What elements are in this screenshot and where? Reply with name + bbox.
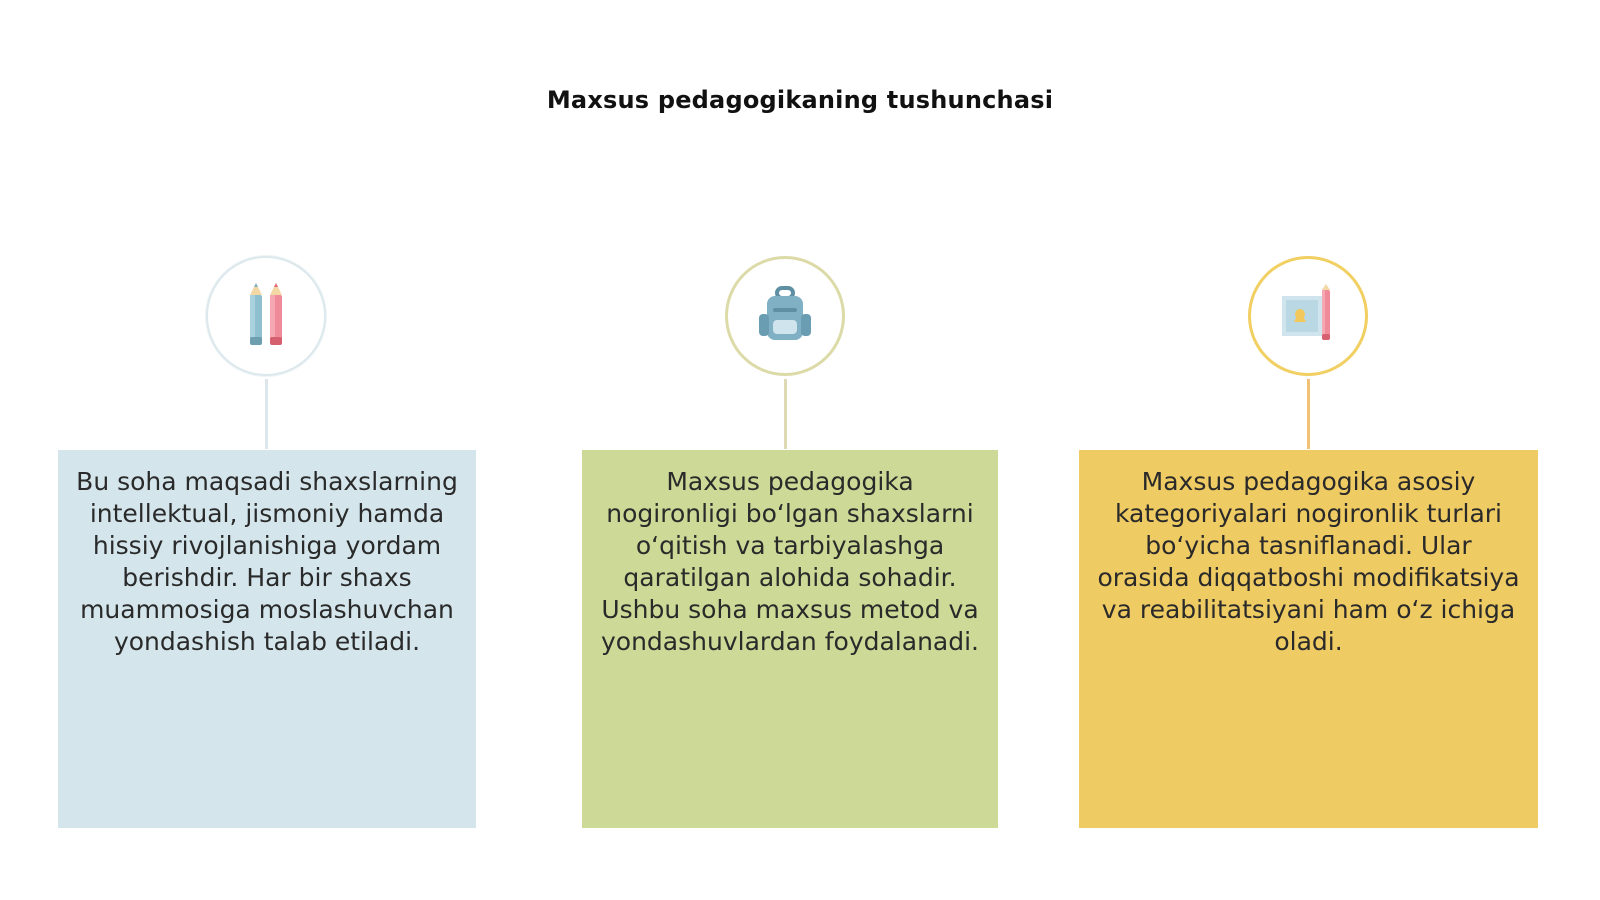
connector-line [1307,379,1310,449]
card-definition [582,450,998,828]
card-text: Bu soha maqsadi shaxslarning intellektual, jismoniy hamda hissiy rivojlanishiga yordam berishdir. Har bir shaxs muammosiga moslashuvchan yondashish talab etiladi. [76,467,458,656]
pencils-icon [236,281,296,351]
drawing-board-icon-circle [1248,256,1368,376]
card-categories [1079,450,1538,828]
connector-line [265,379,268,449]
card-text: Maxsus pedagogika nogironligi bo‘lgan shaxslarni o‘qitish va tarbiyalashga qaratilgan alohida sohadir. Ushbu soha maxsus metod va yondashuvlardan foydalanadi. [601,467,979,656]
backpack-icon-circle [725,256,845,376]
card-text: Maxsus pedagogika asosiy kategoriyalari nogironlik turlari bo‘yicha tasniflanadi. Ular orasida diqqatboshi modifikatsiya va reabilitatsiyani ham o‘z ichiga oladi. [1097,467,1520,656]
pencils-icon-circle [206,256,326,376]
drawing-board-icon [1276,284,1340,348]
card-intellectual-development [58,450,476,828]
backpack-icon [753,284,817,348]
page-title: Maxsus pedagogikaning tushunchasi [546,86,1054,114]
connector-line [784,379,787,449]
